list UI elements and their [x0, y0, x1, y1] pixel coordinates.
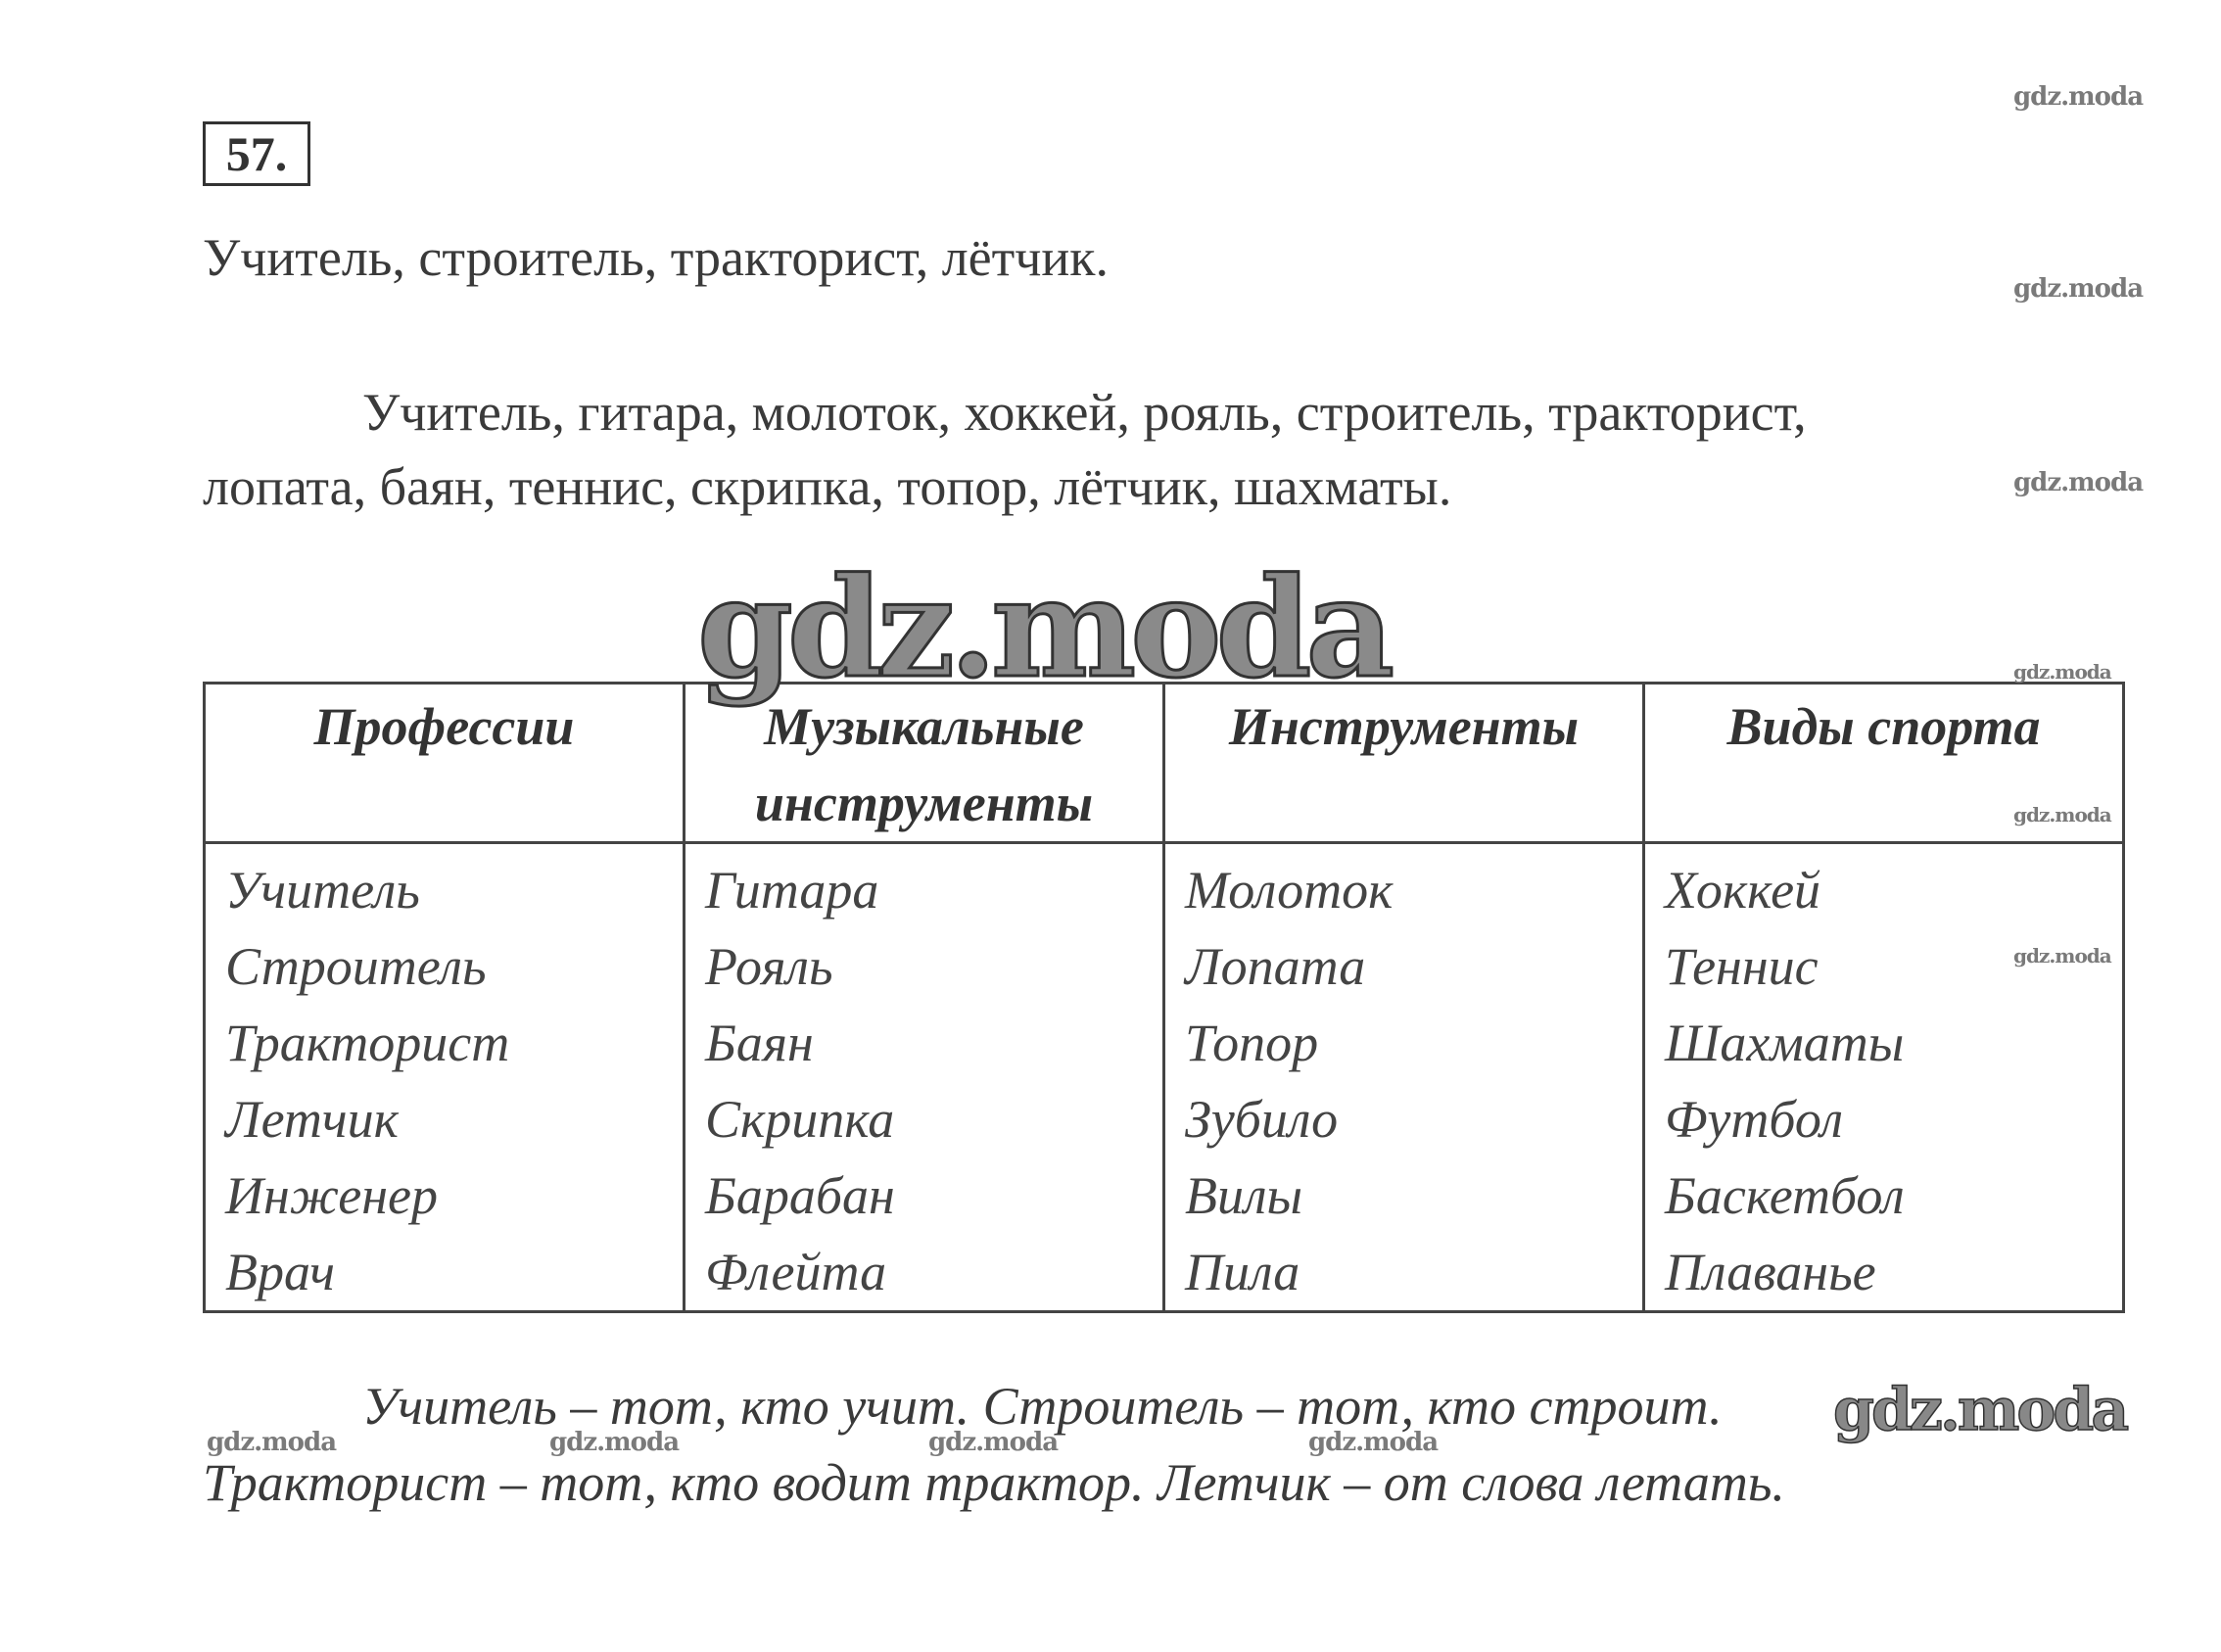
sport-cell: Баскетбол: [1644, 1157, 2124, 1234]
exercise-number: 57.: [203, 121, 310, 186]
profession-cell: Инженер: [205, 1157, 685, 1234]
watermark-small: gdz.moda: [207, 1428, 337, 1457]
watermark-medium: gdz.moda: [1833, 1376, 2127, 1444]
header-musical-instruments: Музыкальные инструменты: [685, 684, 1164, 843]
musical-instrument-cell: Баян: [685, 1005, 1164, 1081]
explanation-line-2: Тракторист – тот, кто водит трактор. Летчик – от слова летать.: [203, 1453, 1785, 1512]
watermark-small: gdz.moda: [2013, 468, 2144, 497]
watermark-small: gdz.moda: [2013, 803, 2111, 826]
table-row: [205, 1234, 2124, 1312]
musical-instrument-cell: Барабан: [685, 1157, 1164, 1234]
watermark-small: gdz.moda: [1308, 1428, 1439, 1457]
sport-cell: Хоккей: [1644, 843, 2124, 929]
watermark-small: gdz.moda: [2013, 274, 2144, 304]
sport-cell: Плаванье: [1644, 1234, 2124, 1312]
tool-cell: Топор: [1164, 1005, 1644, 1081]
header-sports: Виды спорта: [1644, 684, 2124, 843]
tool-cell: Молоток: [1164, 843, 1644, 929]
musical-instrument-cell: Гитара: [685, 843, 1164, 929]
watermark-large: gdz.moda: [697, 548, 1390, 709]
watermark-small: gdz.moda: [2013, 82, 2144, 112]
tool-cell: Пила: [1164, 1234, 1644, 1312]
tool-cell: Вилы: [1164, 1157, 1644, 1234]
table-row: [205, 1005, 2124, 1081]
tool-cell: Зубило: [1164, 1081, 1644, 1157]
watermark-small: gdz.moda: [2013, 944, 2111, 968]
sport-cell: Шахматы: [1644, 1005, 2124, 1081]
word-list-line-2: лопата, баян, теннис, скрипка, топор, лётчик, шахматы.: [203, 457, 1452, 516]
header-tools: Инструменты: [1164, 684, 1644, 843]
profession-cell: Летчик: [205, 1081, 685, 1157]
musical-instrument-cell: Рояль: [685, 928, 1164, 1005]
tool-cell: Лопата: [1164, 928, 1644, 1005]
table-row: [205, 843, 2124, 929]
profession-cell: Строитель: [205, 928, 685, 1005]
profession-cell: Тракторист: [205, 1005, 685, 1081]
musical-instrument-cell: Скрипка: [685, 1081, 1164, 1157]
answer-line: Учитель, строитель, тракторист, лётчик.: [203, 228, 1110, 287]
table-row: [205, 928, 2124, 1005]
watermark-small: gdz.moda: [928, 1428, 1059, 1457]
table-row: [205, 1157, 2124, 1234]
profession-cell: Врач: [205, 1234, 685, 1312]
profession-cell: Учитель: [205, 843, 685, 929]
classification-table: [203, 682, 2125, 1313]
sport-cell: Теннис: [1644, 928, 2124, 1005]
table-row: [205, 1081, 2124, 1157]
watermark-small: gdz.moda: [549, 1428, 680, 1457]
explanation-line-1: Учитель – тот, кто учит. Строитель – тот, кто строит.: [362, 1377, 1723, 1436]
word-list-line-1: Учитель, гитара, молоток, хоккей, рояль, строитель, тракторист,: [362, 383, 1807, 442]
watermark-small: gdz.moda: [2013, 660, 2111, 684]
header-professions: Профессии: [205, 684, 685, 843]
sport-cell: Футбол: [1644, 1081, 2124, 1157]
musical-instrument-cell: Флейта: [685, 1234, 1164, 1312]
